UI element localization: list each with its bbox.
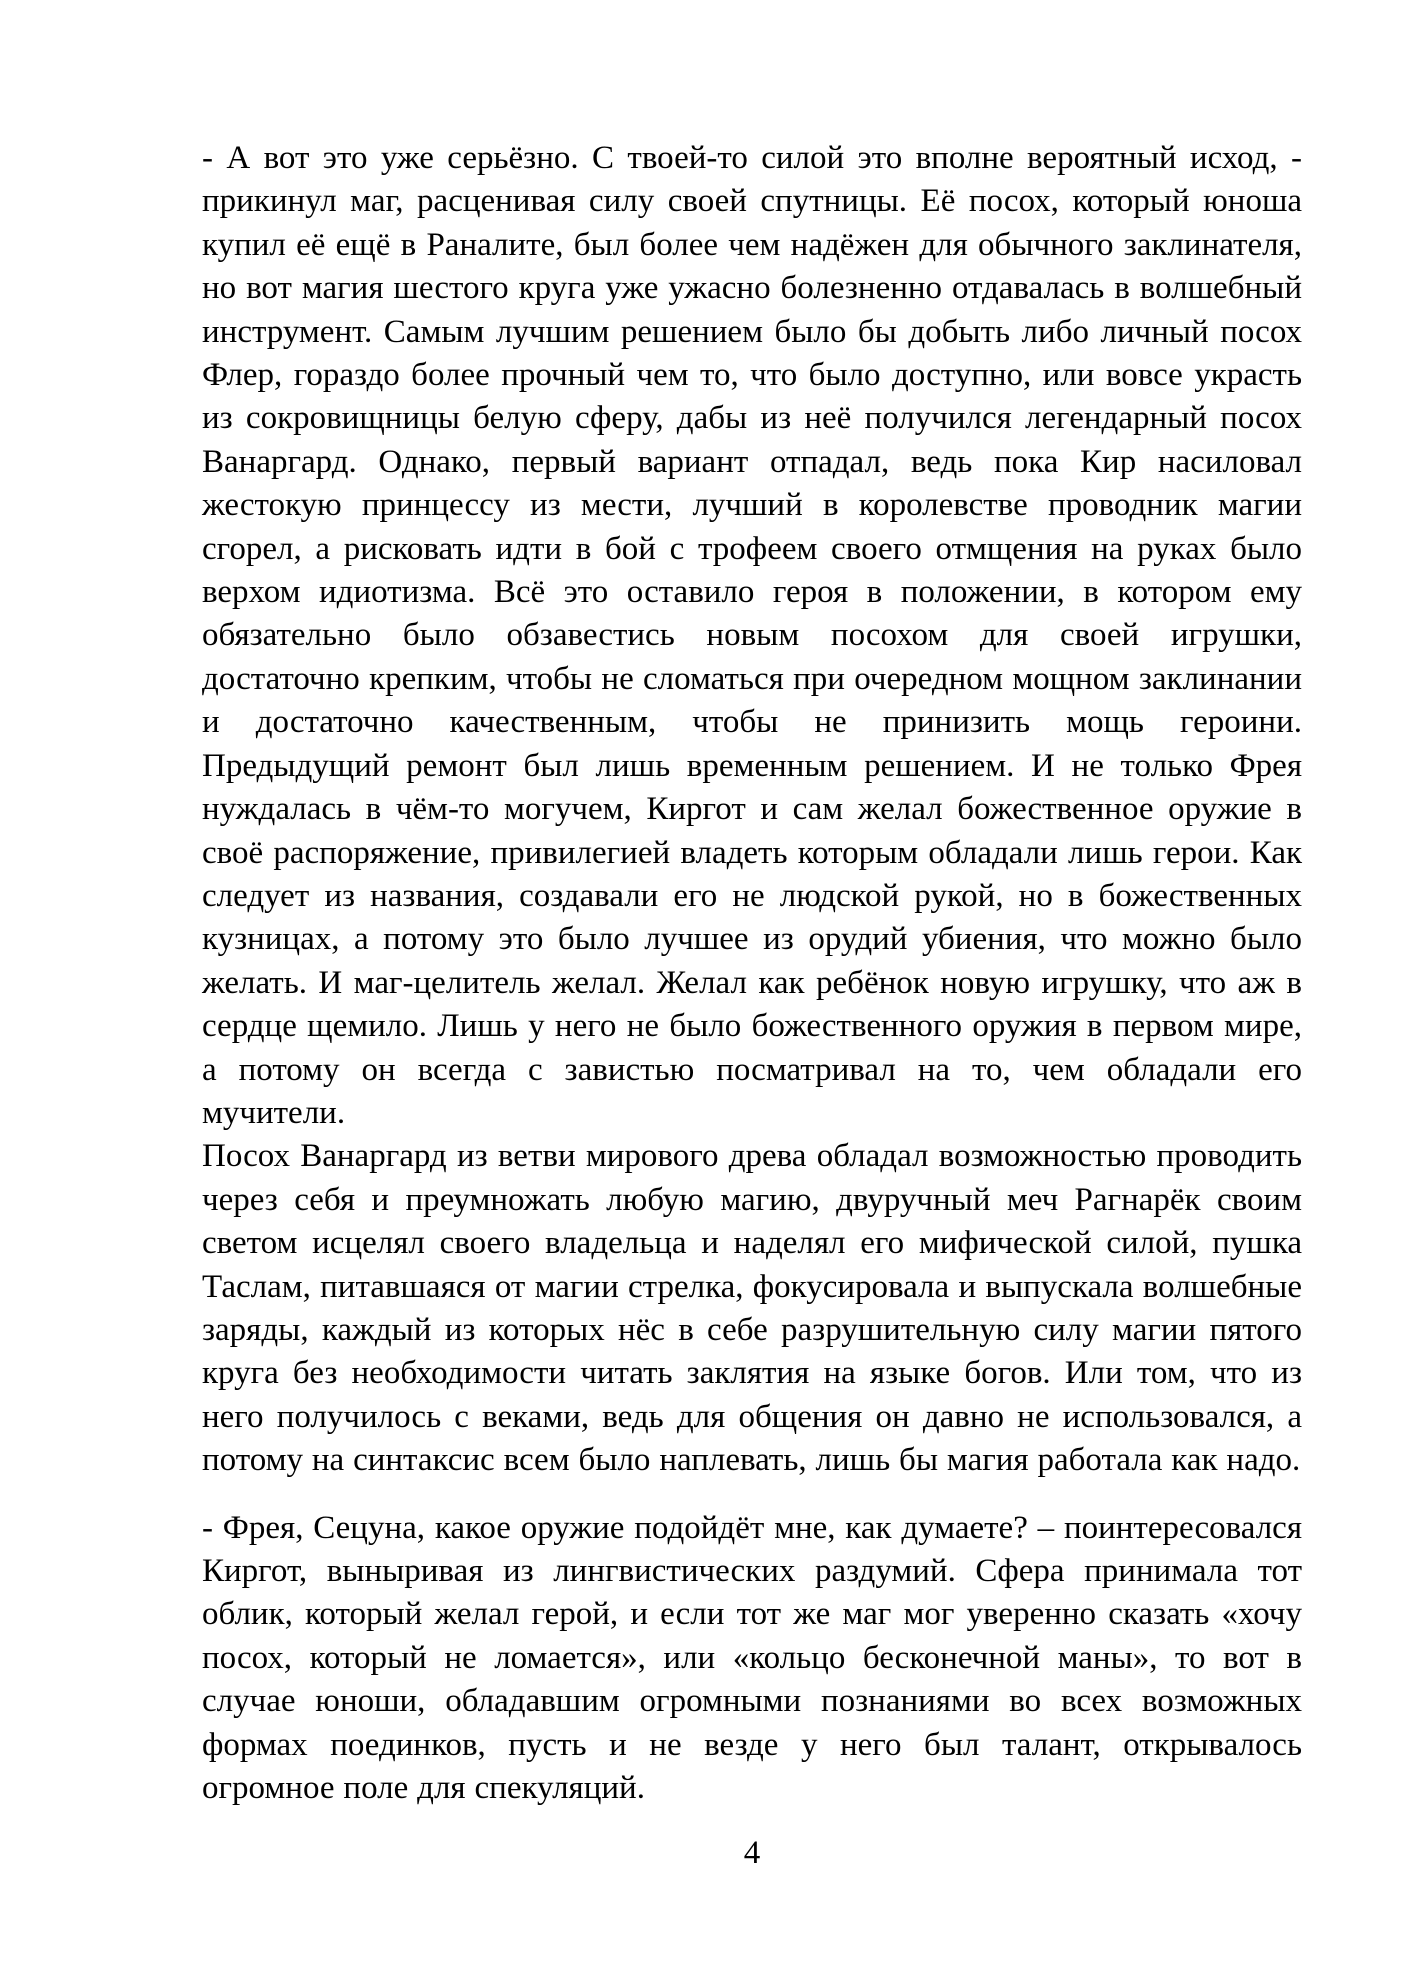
text-line: заряды, каждый из которых нёс в себе разрушительную силу магии пятого	[202, 1311, 1302, 1348]
page-text	[202, 137, 1302, 1810]
text-line: - Фрея, Сецуна, какое оружие подойдёт мне, как думаете? – поинтересовался	[202, 1509, 1302, 1546]
text-line: кузницах, а потому это было лучшее из орудий убиения, что можно было	[202, 921, 1302, 958]
text-line: верхом идиотизма. Всё это оставило героя в положении, в котором ему	[202, 574, 1302, 611]
text-line: достаточно крепким, чтобы не сломаться при очередном мощном заклинании	[202, 660, 1302, 697]
text-line: из сокровищницы белую сферу, дабы из неё получился легендарный посох	[202, 400, 1302, 437]
text-line: через себя и преумножать любую магию, двуручный меч Рагнарёк своим	[202, 1181, 1302, 1218]
text-line: Таслам, питавшаяся от магии стрелка, фокусировала и выпускала волшебные	[202, 1268, 1302, 1305]
text-line: инструмент. Самым лучшим решением было бы добыть либо личный посох	[202, 313, 1302, 350]
text-line: Флер, гораздо более прочный чем то, что было доступно, или вовсе украсть	[202, 357, 1302, 394]
text-line: сгорел, а рисковать идти в бой с трофеем своего отмщения на руках было	[202, 530, 1302, 567]
text-line: посох, который не ломается», или «кольцо бесконечной маны», то вот в	[202, 1639, 1302, 1676]
text-line: облик, который желал герой, и если тот же маг мог уверенно сказать «хочу	[202, 1596, 1302, 1633]
text-line: потому на синтаксис всем было наплевать, лишь бы магия работала как надо.	[202, 1442, 1301, 1479]
text-line: прикинул маг, расценивая силу своей спутницы. Её посох, который юноша	[202, 183, 1302, 220]
text-line: светом исцелял своего владельца и наделял его мифической силой, пушка	[202, 1225, 1302, 1262]
text-line: но вот магия шестого круга уже ужасно болезненно отдавалась в волшебный	[202, 270, 1302, 307]
page-footer	[202, 1832, 1302, 1875]
text-line: круга без необходимости читать заклятия на языке богов. Или том, что из	[202, 1355, 1302, 1392]
text-line: огромное поле для спекуляций.	[202, 1770, 645, 1807]
paragraph	[202, 137, 1302, 1483]
text-line: а потому он всегда с завистью посматривал на то, чем обладали его мучители.	[202, 1051, 1302, 1131]
text-line: - А вот это уже серьёзно. С твоей-то силой это вполне вероятный исход, -	[202, 140, 1302, 176]
text-line: формах поединков, пусть и не везде у него был талант, открывалось	[202, 1726, 1302, 1763]
text-line: случае юноши, обладавшим огромными познаниями во всех возможных	[202, 1683, 1302, 1720]
paragraph	[202, 1507, 1302, 1811]
page-number: 4	[743, 1835, 761, 1871]
text-line: сердце щемило. Лишь у него не было божественного оружия в первом мире,	[202, 1008, 1302, 1045]
text-line: Предыдущий ремонт был лишь временным решением. И не только Фрея	[202, 747, 1302, 784]
text-line: Посох Ванаргард из ветви мирового древа обладал возможностью проводить	[202, 1138, 1302, 1175]
text-line: него получилось с веками, ведь для общения он давно не использовался, а	[202, 1398, 1302, 1435]
text-line: своё распоряжение, привилегией владеть которым обладали лишь герои. Как	[202, 834, 1302, 871]
text-line: нуждалась в чём-то могучем, Киргот и сам желал божественное оружие в	[202, 791, 1302, 828]
text-line: желать. И маг-целитель желал. Желал как ребёнок новую игрушку, что аж в	[202, 964, 1302, 1001]
text-line: следует из названия, создавали его не людской рукой, но в божественных	[202, 877, 1302, 914]
text-line: обязательно было обзавестись новым посохом для своей игрушки,	[202, 617, 1302, 654]
text-line: жестокую принцессу из мести, лучший в королевстве проводник магии	[202, 487, 1302, 524]
text-line: Киргот, выныривая из лингвистических раздумий. Сфера принимала тот	[202, 1553, 1302, 1589]
text-line: и достаточно качественным, чтобы не принизить мощь героини.	[202, 704, 1302, 741]
text-line: Ванаргард. Однако, первый вариант отпадал, ведь пока Кир насиловал	[202, 443, 1302, 480]
text-line: купил её ещё в Раналите, был более чем надёжен для обычного заклинателя,	[202, 226, 1302, 263]
